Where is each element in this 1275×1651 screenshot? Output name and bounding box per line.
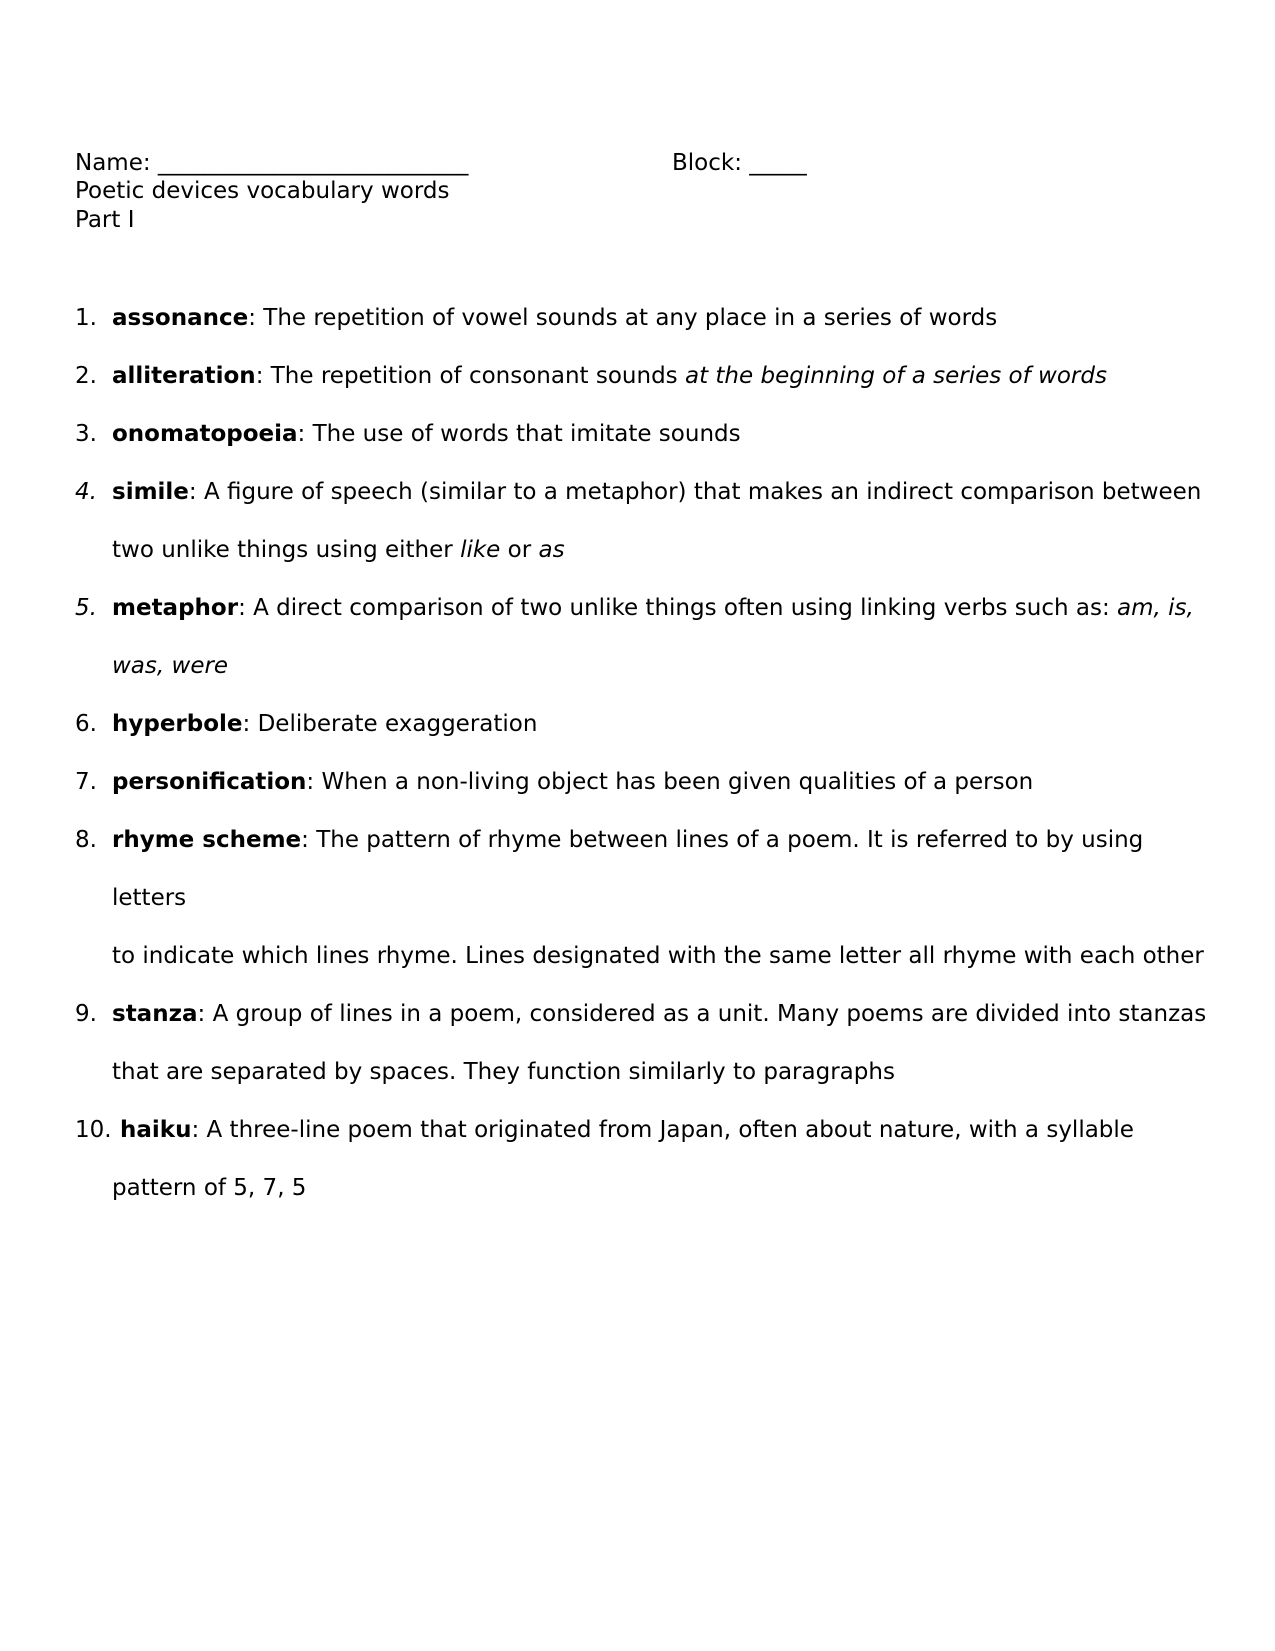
vocab-term: haiku: [120, 1117, 192, 1143]
vocab-term: hyperbole: [112, 711, 243, 737]
term-separator: :: [238, 595, 254, 621]
item-number: 9.: [75, 1001, 97, 1027]
vocab-term: rhyme scheme: [112, 827, 302, 853]
vocab-definition: Deliberate exaggeration: [257, 711, 538, 737]
term-separator: :: [248, 305, 264, 331]
vocab-definition: A direct comparison of two unlike things often using linking verbs such as:: [253, 595, 1118, 621]
term-separator: :: [301, 827, 317, 853]
vocab-term: stanza: [112, 1001, 198, 1027]
vocab-term: alliteration: [112, 363, 256, 389]
vocab-term: simile: [112, 479, 189, 505]
item-number: 10.: [75, 1117, 112, 1143]
vocab-definition: When a non-living object has been given qualities of a person: [321, 769, 1034, 795]
term-separator: :: [297, 421, 313, 447]
item-number: 7.: [75, 769, 97, 795]
vocab-term: onomatopoeia: [112, 421, 298, 447]
document-subtitle: Poetic devices vocabulary words: [75, 178, 450, 204]
document-part-label: Part I: [75, 207, 135, 233]
vocab-definition: The repetition of consonant sounds: [270, 363, 685, 389]
vocab-definition-line-1: A three-line poem that originated from Japan, often about nature, with a syllable: [206, 1117, 1134, 1143]
item-number: 3.: [75, 421, 97, 447]
vocab-definition-line-2: pattern of 5, 7, 5: [112, 1175, 307, 1201]
item-number: 8.: [75, 827, 97, 853]
vocab-item-metaphor: [75, 579, 1215, 695]
vocab-term: assonance: [112, 305, 249, 331]
vocab-definition: The repetition of vowel sounds at any place in a series of words: [263, 305, 998, 331]
vocab-definition: The use of words that imitate sounds: [312, 421, 741, 447]
item-number: 1.: [75, 305, 97, 331]
term-separator: :: [255, 363, 271, 389]
term-separator: :: [188, 479, 204, 505]
vocab-item-hyperbole: [75, 695, 1215, 753]
vocab-definition-line-1: The pattern of rhyme between lines of a poem. It is referred to by using letters: [112, 827, 1144, 911]
vocab-item-simile: [75, 463, 1215, 579]
vocab-definition: A figure of speech (similar to a metaphor) that makes an indirect comparison between two unlike things using either: [112, 479, 1202, 563]
name-field-label: Name: ___________________________: [75, 150, 469, 176]
item-number: 2.: [75, 363, 97, 389]
vocab-definition-line-1: A group of lines in a poem, considered as a unit. Many poems are divided into stanzas: [212, 1001, 1207, 1027]
vocab-term: metaphor: [112, 595, 239, 621]
item-number: 4.: [75, 479, 97, 505]
item-number: 6.: [75, 711, 97, 737]
vocab-item-rhyme-scheme: [75, 811, 1215, 985]
vocab-item-assonance: [75, 289, 1215, 347]
vocab-term: personification: [112, 769, 307, 795]
item-number: 5.: [75, 595, 97, 621]
vocab-definition-line-2: to indicate which lines rhyme. Lines designated with the same letter all rhyme with each other: [112, 943, 1204, 969]
vocab-item-onomatopoeia: [75, 405, 1215, 463]
vocab-definition-line-2: that are separated by spaces. They function similarly to paragraphs: [112, 1059, 895, 1085]
vocab-item-stanza: [75, 985, 1215, 1101]
term-separator: :: [242, 711, 258, 737]
vocab-definition-emphasis: at the beginning of a series of words: [684, 363, 1107, 389]
vocab-definition-connector: or: [500, 537, 539, 563]
vocab-definition-emphasis: am, is, was, were: [112, 595, 1194, 679]
term-separator: :: [191, 1117, 207, 1143]
block-field-label: Block: _____: [672, 150, 807, 176]
vocabulary-list: [75, 289, 1215, 1217]
vocab-item-personification: [75, 753, 1215, 811]
vocab-item-alliteration: [75, 347, 1215, 405]
vocab-definition-emphasis: as: [538, 537, 565, 563]
vocab-item-haiku: [75, 1101, 1215, 1217]
vocab-definition-emphasis: like: [460, 537, 501, 563]
term-separator: :: [197, 1001, 213, 1027]
term-separator: :: [306, 769, 322, 795]
